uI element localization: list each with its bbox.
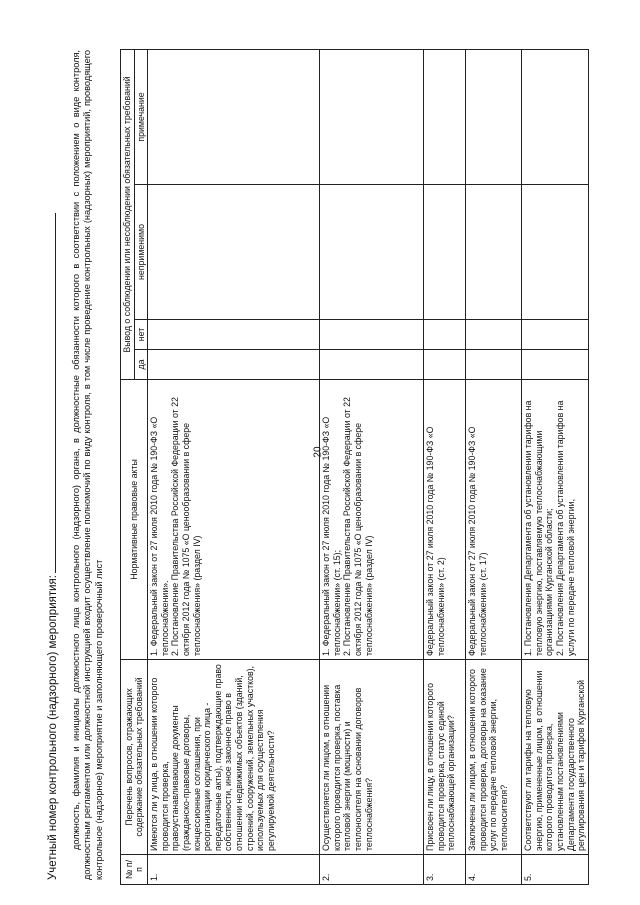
row-acts bbox=[522, 380, 589, 660]
page-number: 20 bbox=[312, 446, 324, 458]
cell-note[interactable] bbox=[424, 49, 466, 184]
cell-yes[interactable] bbox=[522, 350, 589, 380]
cell-note[interactable] bbox=[466, 49, 522, 184]
act-reference: 1. Постановления Департамента об установлении тарифов на тепловую энергию, поставляемую теплоснабжающими организациями Курганской области; bbox=[523, 400, 555, 656]
cell-no[interactable] bbox=[466, 320, 522, 350]
row-number: 4. bbox=[466, 855, 522, 885]
row-number: 5. bbox=[522, 855, 589, 885]
cell-note[interactable] bbox=[522, 49, 589, 184]
cell-no[interactable] bbox=[320, 320, 424, 350]
row-number: 3. bbox=[424, 855, 466, 885]
row-acts bbox=[424, 380, 466, 660]
table-row bbox=[320, 49, 424, 884]
cell-na[interactable] bbox=[320, 185, 424, 320]
row-acts bbox=[466, 380, 522, 660]
cell-na[interactable] bbox=[148, 185, 320, 320]
table-row bbox=[148, 49, 320, 884]
cell-note[interactable] bbox=[320, 49, 424, 184]
row-number: 1. bbox=[148, 855, 320, 885]
row-question: Имеются ли у лица, в отношении которого проводится проверка, правоустанавливающие документы (гражданско-правовые договоры, концессионные соглашения, при реорганизации юридического лица - передаточные акты), подтверждающие право собственности, иное законное право в отношении недвижимых объектов (зданий, строений, сооружений, земельных участков), используемых для осуществления регулируемой деятельности? bbox=[148, 660, 320, 855]
heading-text: Учетный номер контрольного (надзорного) мероприятия: bbox=[47, 575, 59, 880]
act-reference: Федеральный закон от 27 июля 2010 года № 190-ФЗ «О теплоснабжении» (ст. 17) bbox=[467, 426, 488, 656]
heading-blank-line bbox=[45, 213, 56, 573]
cell-yes[interactable] bbox=[466, 350, 522, 380]
cell-na[interactable] bbox=[466, 185, 522, 320]
rotated-page-content bbox=[45, 25, 605, 885]
act-reference: 1. Федеральный закон от 27 июля 2010 года № 190-ФЗ «О теплоснабжении» (ст. 15); bbox=[321, 416, 342, 656]
act-reference: 1. Федеральный закон от 27 июля 2010 года № 190-ФЗ «О теплоснабжении». bbox=[149, 416, 170, 656]
row-acts bbox=[320, 380, 424, 660]
act-reference: Федеральный закон от 27 июля 2010 года № 190-ФЗ «О теплоснабжении» (ст. 2) bbox=[425, 426, 446, 656]
cell-note[interactable] bbox=[148, 49, 320, 184]
cell-yes[interactable] bbox=[424, 350, 466, 380]
intro-paragraph: должность, фамилия и инициалы должностного лица контрольного (надзорного) органа, в должностные обязанности которого в соответствии с положением о виде контроля, должностным регламентом или должностной инструкцией входит осуществление полномочий по виду контроля, в том числе проведение контрольных (надзорных) мероприятий, проводящего контрольное (надзорное) мероприятие и заполняющего проверочный лист bbox=[71, 50, 104, 880]
header-note: примечание bbox=[134, 49, 148, 184]
cell-yes[interactable] bbox=[320, 350, 424, 380]
table-row bbox=[466, 49, 522, 884]
header-conclusion: Вывод о соблюдении или несоблюдении обязательных требований bbox=[121, 49, 135, 379]
header-no: нет bbox=[134, 320, 148, 350]
row-number: 2. bbox=[320, 855, 424, 885]
act-reference: 2. Постановления Департамента об установлении тарифов на услуги по передаче тепловой энергии, bbox=[554, 400, 576, 656]
row-question: Осуществляется ли лицом, в отношении которого проводится проверка, поставка тепловой энергии (мощности) и теплоносителя на основании договоров теплоснабжения? bbox=[320, 660, 424, 855]
header-num: № п/п bbox=[121, 855, 148, 885]
cell-na[interactable] bbox=[424, 185, 466, 320]
row-question: Заключены ли лицом, в отношении которого проводится проверка, договоры на оказание услуг по передаче тепловой энергии, теплоносителя? bbox=[466, 660, 522, 855]
cell-yes[interactable] bbox=[148, 350, 320, 380]
header-acts: Нормативные правовые акты bbox=[121, 380, 148, 660]
row-question: Соответствуют ли тарифы на тепловую энергию, примененные лицом, в отношении которого проводится проверка, установленным постановлениями Департамента государственного регулирования цен и тарифов Курганской bbox=[522, 660, 589, 855]
row-question: Присвоен ли лицу, в отношении которого проводится проверка, статус единой теплоснабжающей организации? bbox=[424, 660, 466, 855]
cell-no[interactable] bbox=[148, 320, 320, 350]
header-questions: Перечень вопросов, отражающих содержание обязательных требований bbox=[121, 660, 148, 855]
act-reference: 2. Постановление Правительства Российской Федерации от 22 октября 2012 года № 1075 «О ценообразовании в сфере теплоснабжения» (раздел IV) bbox=[170, 397, 202, 656]
cell-no[interactable] bbox=[424, 320, 466, 350]
row-acts bbox=[148, 380, 320, 660]
cell-na[interactable] bbox=[522, 185, 589, 320]
checklist-table bbox=[120, 49, 589, 885]
table-row bbox=[522, 49, 589, 884]
header-na: неприменимо bbox=[134, 185, 148, 320]
cell-no[interactable] bbox=[522, 320, 589, 350]
act-reference: 2. Постановление Правительства Российской Федерации от 22 октября 2012 года № 1075 «О ценообразовании в сфере теплоснабжения» (раздел IV) bbox=[342, 397, 374, 656]
table-header-row bbox=[121, 49, 135, 884]
header-yes: да bbox=[134, 350, 148, 380]
table-row bbox=[424, 49, 466, 884]
document-heading bbox=[45, 213, 59, 880]
